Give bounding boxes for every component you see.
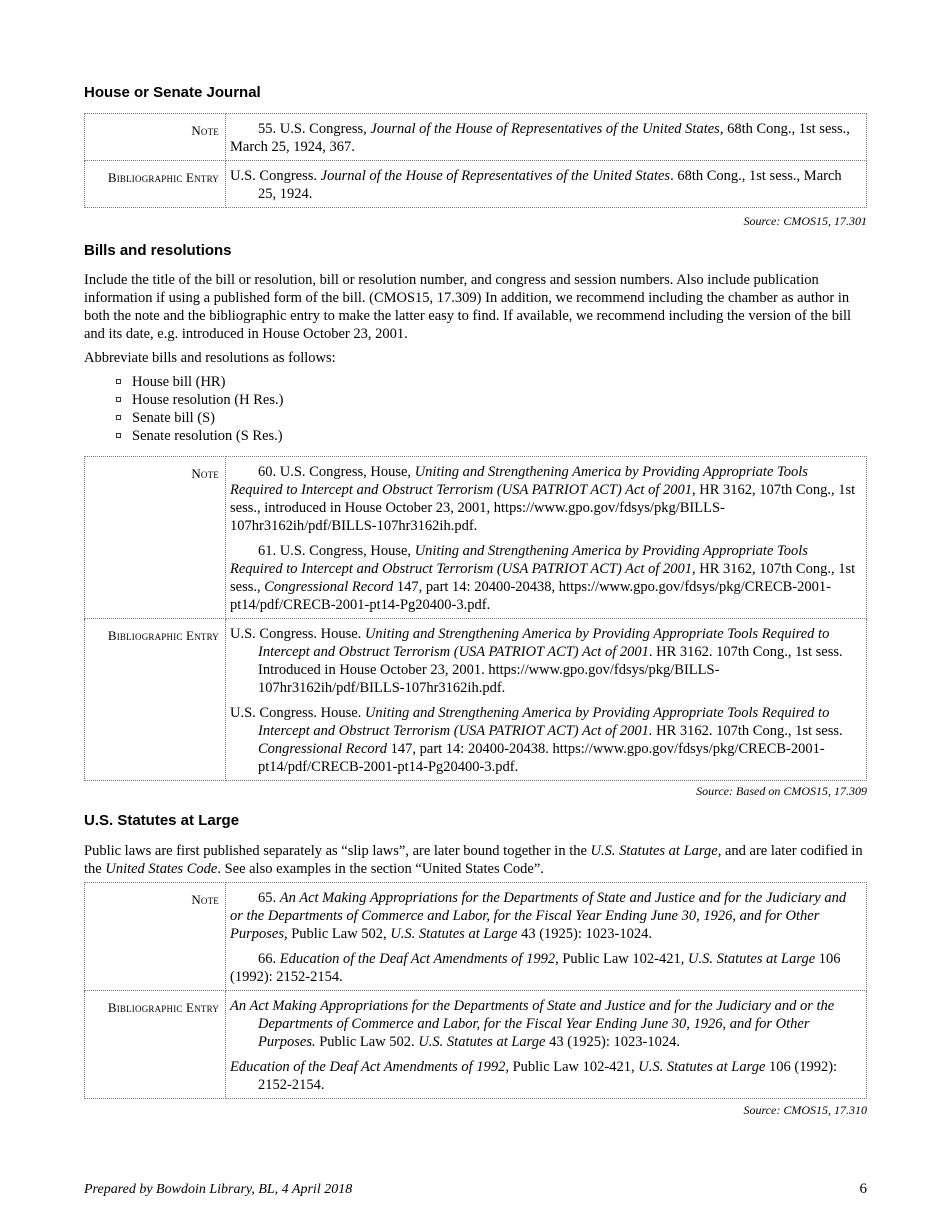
bib-cell (226, 161, 867, 208)
bib-label: Bibliographic Entry (85, 161, 226, 208)
note-cell (226, 114, 867, 161)
source-statutes: Source: CMOS15, 17.310 (743, 1103, 867, 1117)
abbr-intro: Abbreviate bills and resolutions as follows: (84, 350, 336, 366)
note-66: 66. Education of the Deaf Act Amendments of 1992, Public Law 102-421, U.S. Statutes at Large 106 (1992): 2152-2154. (230, 951, 841, 985)
section-heading-journal: House or Senate Journal (84, 84, 261, 101)
bib-label: Bibliographic Entry (85, 619, 226, 781)
list-item: Senate resolution (S Res.) (116, 427, 283, 445)
list-item: House bill (HR) (116, 373, 283, 391)
note-60: 60. U.S. Congress, House, Uniting and Strengthening America by Providing Appropriate Tools Required to Intercept and Obstruct Terrorism (USA PATRIOT ACT) Act of 2001, HR 3162, 107th Cong., 1st sess., introduced in House October 23, 2001, https://www.gpo.gov/fdsys/pkg/BILLS-107hr3162ih/pdf/BILLS-107hr3162ih.pdf. (230, 464, 856, 534)
bullet-icon (116, 397, 121, 402)
abbreviation-list (116, 373, 283, 445)
bib-entry: U.S. Congress. Journal of the House of Representatives of the United States. 68th Cong., 1st sess., March 25, 1924. (230, 168, 842, 202)
bullet-icon (116, 433, 121, 438)
section-heading-bills: Bills and resolutions (84, 242, 232, 259)
note-label: Note (85, 457, 226, 619)
bib-entry: U.S. Congress. House. Uniting and Strengthening America by Providing Appropriate Tools Required to Intercept and Obstruct Terrorism (USA PATRIOT ACT) Act of 2001. HR 3162. 107th Cong., 1st sess. Congressional Record 147, part 14: 20400-20438. https://www.gpo.gov/fdsys/pkg/CRECB-2001-pt14/pdf/CRECB-2001-pt14-Pg20400-3.pdf. (230, 705, 843, 775)
note-65: 65. An Act Making Appropriations for the Departments of State and Justice and for the Judiciary and or the Departments of Commerce and Labor, for the Fiscal Year Ending June 30, 1926, and for Other Purposes, Public Law 502, U.S. Statutes at Large 43 (1925): 1023-1024. (230, 890, 847, 942)
statutes-citation-table (84, 882, 867, 1099)
bib-entry: U.S. Congress. House. Uniting and Strengthening America by Providing Appropriate Tools Required to Intercept and Obstruct Terrorism (USA PATRIOT ACT) Act of 2001. HR 3162. 107th Cong., 1st sess. Introduced in House October 23, 2001. https://www.gpo.gov/fdsys/pkg/BILLS-107hr3162ih/pdf/BILLS-107hr3162ih.pdf. (230, 626, 843, 696)
footer-prepared-by: Prepared by Bowdoin Library, BL, 4 April 2018 (84, 1182, 353, 1197)
bib-entry: Education of the Deaf Act Amendments of 1992, Public Law 102-421, U.S. Statutes at Large 106 (1992): 2152-2154. (230, 1059, 838, 1093)
note-cell (226, 457, 867, 619)
bills-citation-table (84, 456, 867, 781)
source-journal: Source: CMOS15, 17.301 (743, 214, 867, 228)
note-label: Note (85, 883, 226, 991)
list-item: House resolution (H Res.) (116, 391, 283, 409)
note-label: Note (85, 114, 226, 161)
list-item: Senate bill (S) (116, 409, 283, 427)
note-cell (226, 883, 867, 991)
bib-cell (226, 619, 867, 781)
statutes-intro: Public laws are first published separately as “slip laws”, are later bound together in the U.S. Statutes at Large, and are later codified in the United States Code. See also examples in the section “United States Code”. (84, 843, 863, 877)
note-61: 61. U.S. Congress, House, Uniting and Strengthening America by Providing Appropriate Tools Required to Intercept and Obstruct Terrorism (USA PATRIOT ACT) Act of 2001, HR 3162, 107th Cong., 1st sess., Congressional Record 147, part 14: 20400-20438, https://www.gpo.gov/fdsys/pkg/CRECB-2001-pt14/pdf/CRECB-2001-pt14-Pg20400-3.pdf. (230, 543, 856, 613)
bib-cell (226, 991, 867, 1099)
journal-citation-table (84, 113, 867, 208)
page-number: 6 (859, 1181, 867, 1197)
bills-intro: Include the title of the bill or resolution, bill or resolution number, and congress and session numbers. Also include publication information if using a published form of the bill. (CMOS15, 17.309) In addition, we recommend including the chamber as author in both the note and the bibliographic entry to make the latter easy to find. If available, we recommend including the version of the bill and its date, e.g. introduced in House October 23, 2001. (84, 272, 852, 342)
bullet-icon (116, 415, 121, 420)
bib-entry: An Act Making Appropriations for the Departments of State and Justice and for the Judiciary and or the Departments of Commerce and Labor, for the Fiscal Year Ending June 30, 1926, and for Other Purposes. Public Law 502. U.S. Statutes at Large 43 (1925): 1023-1024. (230, 998, 835, 1050)
source-bills: Source: Based on CMOS15, 17.309 (696, 784, 867, 798)
bullet-icon (116, 379, 121, 384)
section-heading-statutes: U.S. Statutes at Large (84, 812, 240, 829)
bib-label: Bibliographic Entry (85, 991, 226, 1099)
note-55: 55. U.S. Congress, Journal of the House of Representatives of the United States, 68th Cong., 1st sess., March 25, 1924, 367. (230, 121, 850, 155)
